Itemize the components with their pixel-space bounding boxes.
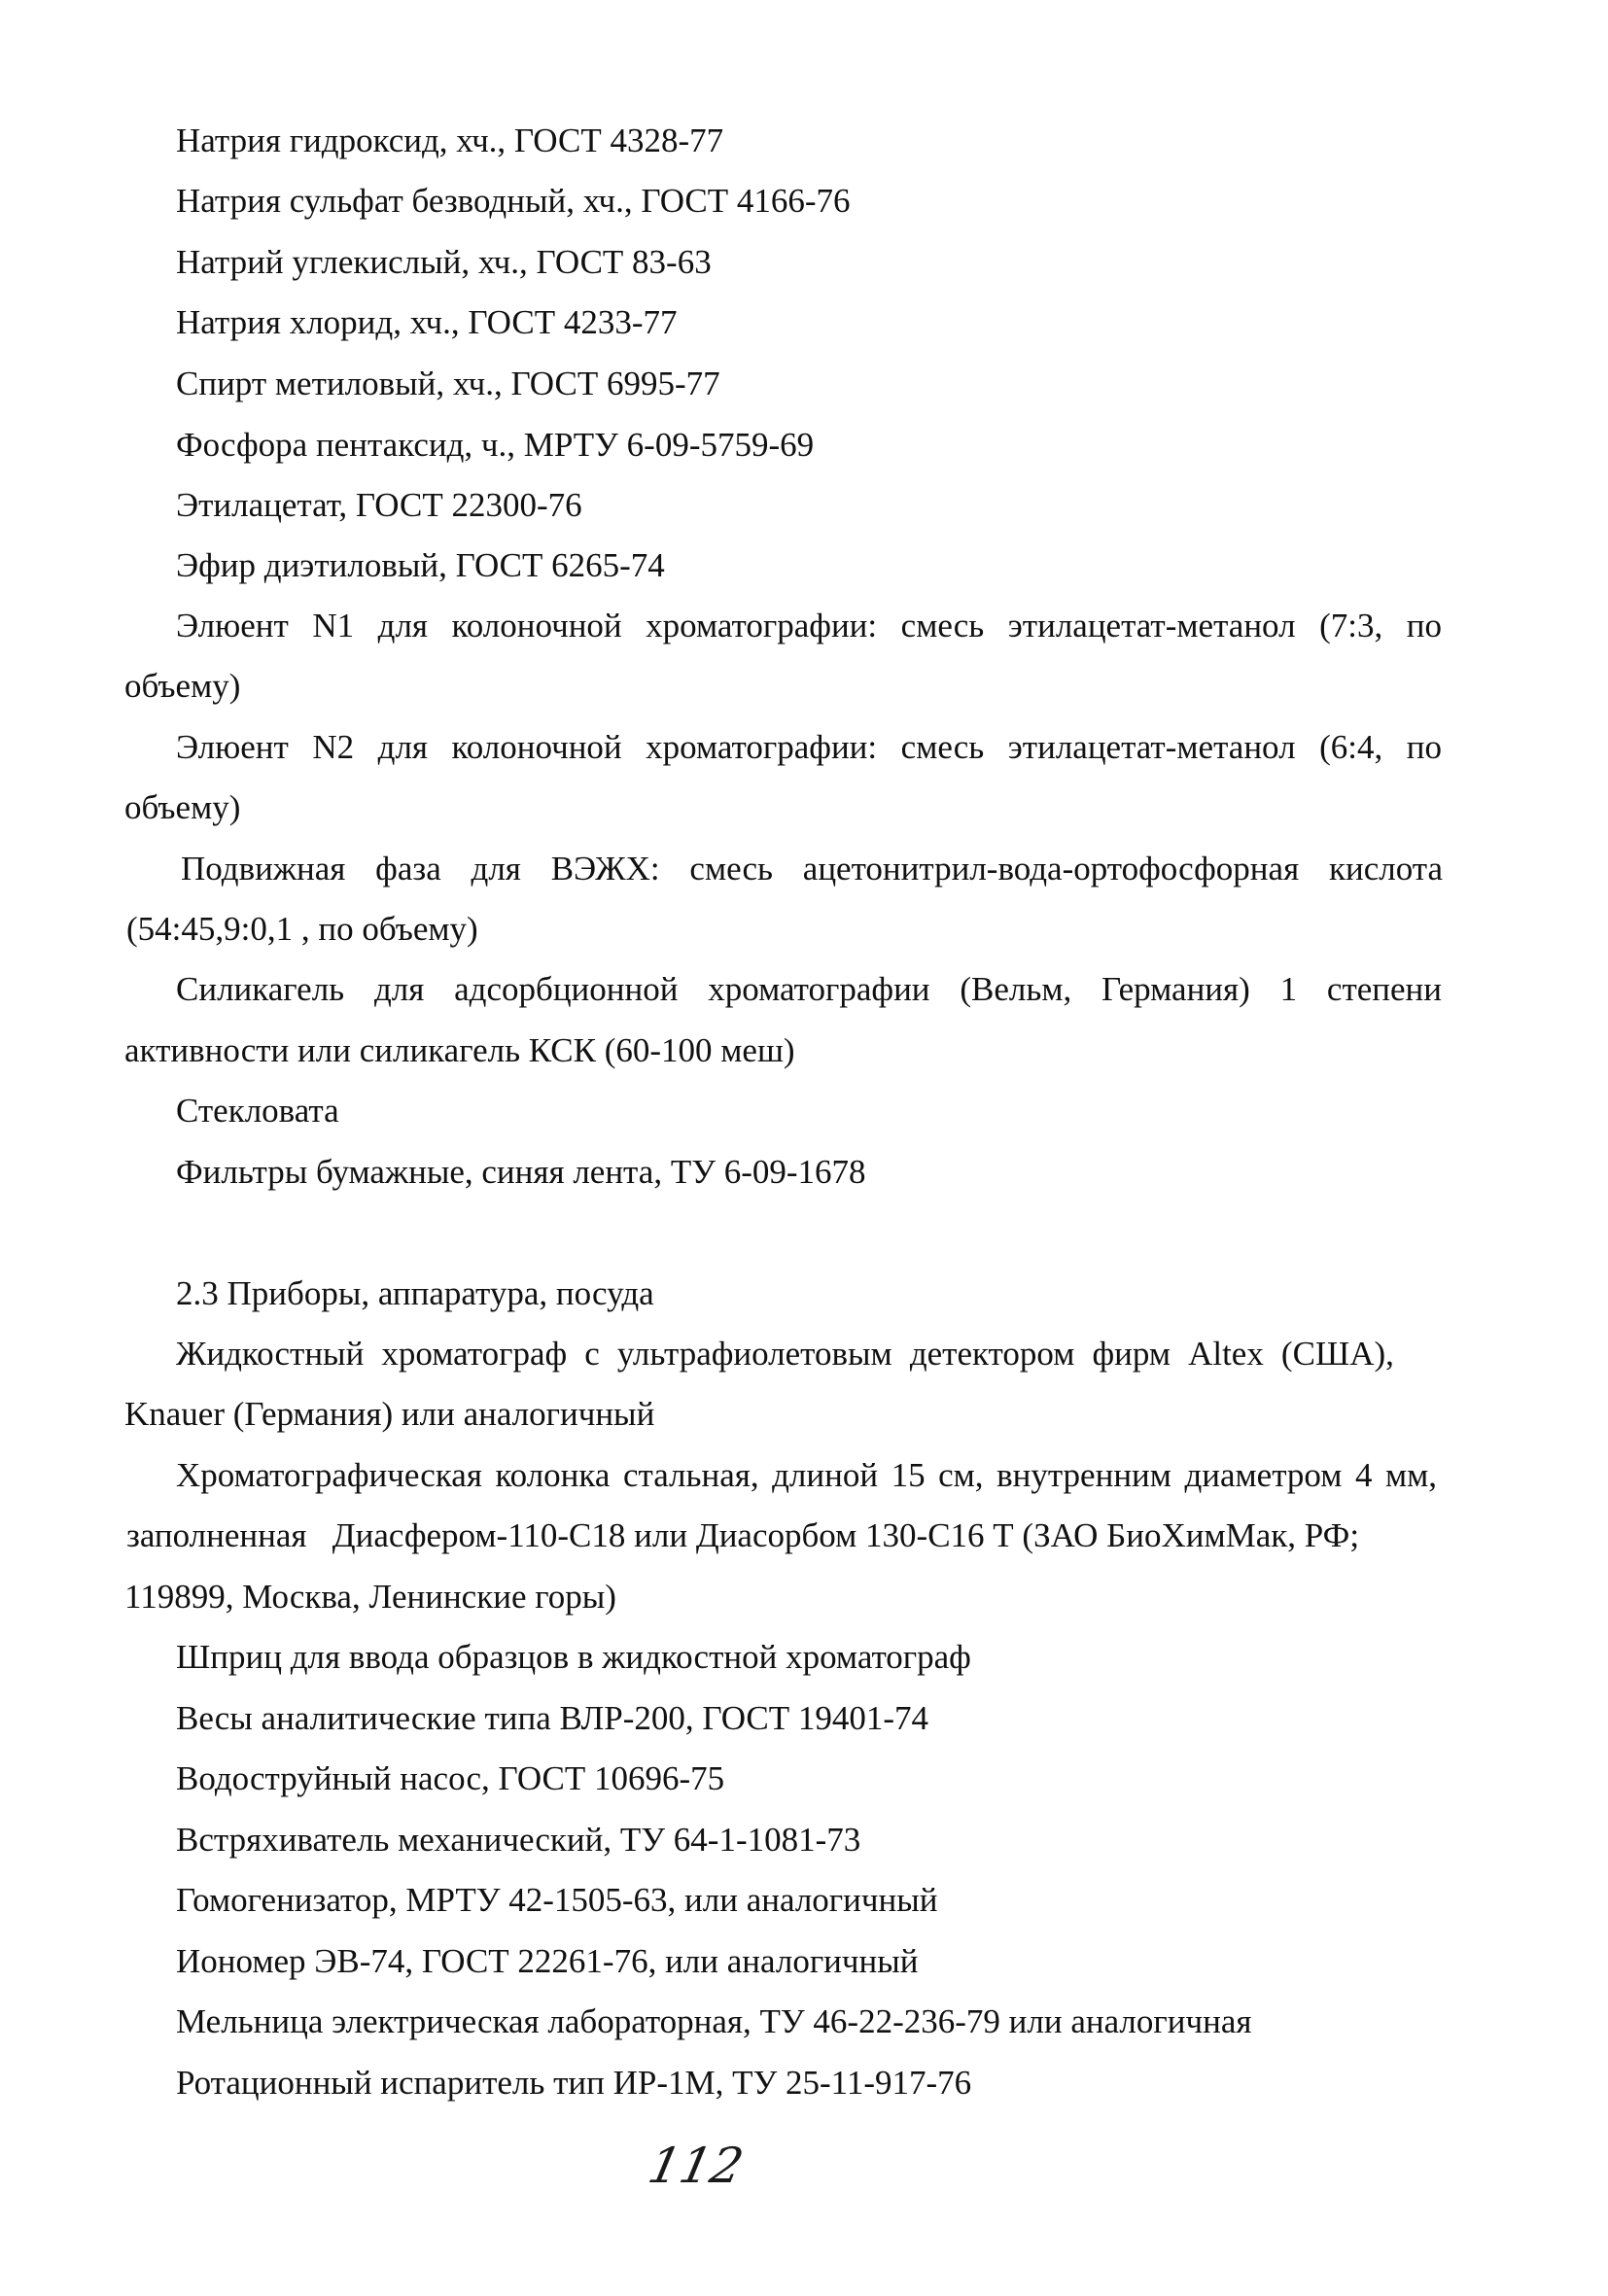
reagent-line: Натрия сульфат безводный, хч., ГОСТ 4166-76 [176,182,851,220]
equipment-line: Встряхиватель механический, ТУ 64-1-1081-73 [176,1821,861,1859]
reagent-line: Натрия хлорид, хч., ГОСТ 4233-77 [176,303,678,341]
chromatograph-line1: Жидкостный хроматограф с ультрафиолетовым детектором фирм Altex (США), [176,1335,1394,1373]
silica-line2: активности или силикагель КСК (60-100 меш) [124,1031,795,1069]
reagent-line: Фосфора пентаксид, ч., МРТУ 6-09-5759-69 [176,426,815,464]
column-line1: Хроматографическая колонка стальная, длиной 15 см, внутренним диаметром 4 мм, [176,1456,1437,1494]
filters-line: Фильтры бумажные, синяя лента, ТУ 6-09-1678 [176,1153,866,1191]
equipment-line: Мельница электрическая лабораторная, ТУ 46-22-236-79 или аналогичная [176,2002,1252,2040]
eluent1-line2: объему) [124,667,241,705]
glass-wool-line: Стекловата [176,1092,339,1130]
column-line3: 119899, Москва, Ленинские горы) [124,1578,616,1616]
equipment-line: Гомогенизатор, МРТУ 42-1505-63, или аналогичный [176,1881,938,1919]
column-line2: заполненная Диасфером-110-С18 или Диасорбом 130-С16 Т (ЗАО БиоХимМак, РФ; [126,1516,1360,1554]
eluent2-line1: Элюент N2 для колоночной хроматографии: смесь этилацетат-метанол (6:4, по [176,728,1442,766]
chromatograph-line2: Knauer (Германия) или аналогичный [124,1395,655,1433]
page-number: 112 [643,2138,749,2194]
reagent-line: Натрия гидроксид, хч., ГОСТ 4328-77 [176,122,724,159]
equipment-line: Иономер ЭВ-74, ГОСТ 22261-76, или аналогичный [176,1942,919,1980]
mobile-phase-line2: (54:45,9:0,1 , по объему) [126,910,478,948]
eluent1-line1: Элюент N1 для колоночной хроматографии: смесь этилацетат-метанол (7:3, по [176,607,1442,644]
reagent-line: Спирт метиловый, хч., ГОСТ 6995-77 [176,365,720,402]
reagent-line: Эфир диэтиловый, ГОСТ 6265-74 [176,546,665,584]
reagent-line: Натрий углекислый, хч., ГОСТ 83-63 [176,243,712,281]
equipment-line: Весы аналитические типа ВЛР-200, ГОСТ 19401-74 [176,1699,929,1737]
mobile-phase-line1: Подвижная фаза для ВЭЖХ: смесь ацетонитрил-вода-ортофосфорная кислота [181,850,1443,887]
silica-line1: Силикагель для адсорбционной хроматографии (Вельм, Германия) 1 степени [176,970,1442,1008]
equipment-line: Шприц для ввода образцов в жидкостной хроматограф [176,1638,971,1676]
equipment-line: Ротационный испаритель тип ИР-1М, ТУ 25-11-917-76 [176,2064,972,2102]
eluent2-line2: объему) [124,788,241,826]
equipment-line: Водоструйный насос, ГОСТ 10696-75 [176,1759,725,1797]
reagent-line: Этилацетат, ГОСТ 22300-76 [176,486,582,524]
section-heading: 2.3 Приборы, аппаратура, посуда [176,1274,654,1312]
